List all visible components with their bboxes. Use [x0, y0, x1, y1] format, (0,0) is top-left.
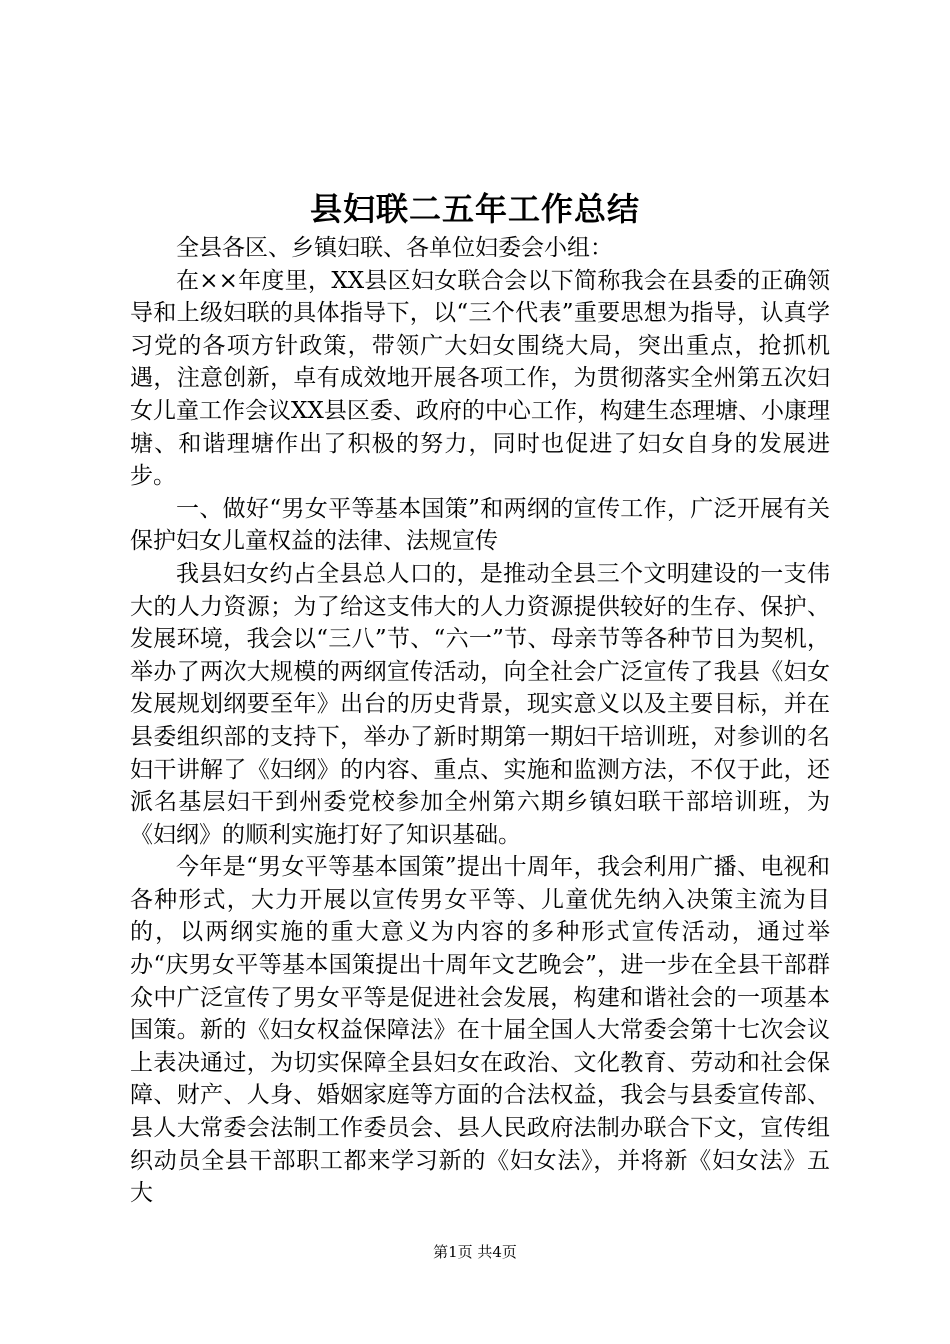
- section-heading-paragraph: 一、做好“男女平等基本国策”和两纲的宣传工作，广泛开展有关保护妇女儿童权益的法律、法规宣传: [130, 495, 830, 555]
- document-body: [130, 232, 830, 1210]
- body-paragraph: 今年是“男女平等基本国策”提出十周年，我会利用广播、电视和各种形式，大力开展以宣传男女平等、儿童优先纳入决策主流为目的，以两纲实施的重大意义为内容的多种形式宣传活动，通过举办“庆男女平等基本国策提出十周年文艺晚会”，进一步在全县干部群众中广泛宣传了男女平等是促进社会发展，构建和谐社会的一项基本国策。新的《妇女权益保障法》在十届全国人大常委会第十七次会议上表决通过，为切实保障全县妇女在政治、文化教育、劳动和社会保障、财产、人身、婚姻家庭等方面的合法权益，我会与县委宣传部、县人大常委会法制工作委员会、县人民政府法制办联合下文，宣传组织动员全县干部职工都来学习新的《妇女法》，并将新《妇女法》五大: [130, 854, 830, 1207]
- document-title: 县妇联二五年工作总结: [309, 190, 640, 228]
- body-paragraph: 我县妇女约占全县总人口的，是推动全县三个文明建设的一支伟大的人力资源；为了给这支伟大的人力资源提供较好的生存、保护、发展环境，我会以“三八”节、“六一”节、母亲节等各种节日为契机，举办了两次大规模的两纲宣传活动，向全社会广泛宣传了我县《妇女发展规划纲要至年》出台的历史背景，现实意义以及主要目标，并在县委组织部的支持下，举办了新时期第一期妇干培训班，对参训的名妇干讲解了《妇纲》的内容、重点、实施和监测方法，不仅于此，还派名基层妇干到州委党校参加全州第六期乡镇妇联干部培训班，为《妇纲》的顺利实施打好了知识基础。: [130, 560, 830, 848]
- greeting-paragraph: 全县各区、乡镇妇联、各单位妇委会小组：: [176, 235, 613, 261]
- page-number-footer: 第1页 共4页: [433, 1243, 517, 1261]
- intro-paragraph: 在××年度里，XX县区妇女联合会以下简称我会在县委的正确领导和上级妇联的具体指导下，以“三个代表”重要思想为指导，认真学习党的各项方针政策，带领广大妇女围绕大局，突出重点，抢抓机遇，注意创新，卓有成效地开展各项工作，为贯彻落实全州第五次妇女儿童工作会议XX县区委、政府的中心工作，构建生态理塘、小康理塘、和谐理塘作出了积极的努力，同时也促进了妇女自身的发展进步。: [130, 267, 830, 490]
